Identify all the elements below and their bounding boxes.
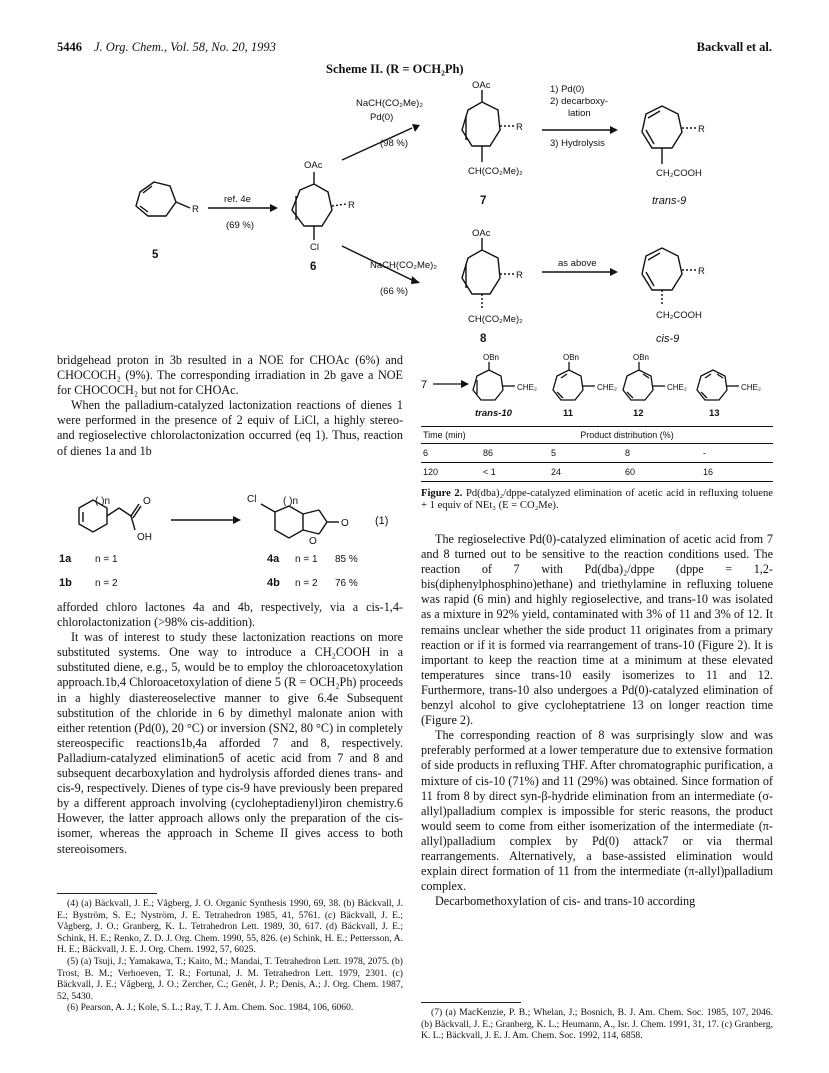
upper-reagent-2: Pd(0) — [370, 112, 394, 123]
oac-8: OAc — [472, 228, 491, 239]
structure-13 — [697, 370, 739, 400]
obn-12: OBn — [633, 353, 650, 362]
figure-2-caption-label: Figure 2. — [421, 488, 463, 499]
eq-oh: OH — [137, 532, 152, 543]
paragraph-chloro-lactones: afforded chloro lactones 4a and 4b, respectively, via a cis-1,4-chlorolactonization (>98% cis-addition). — [57, 600, 403, 630]
label-12: 12 — [633, 408, 644, 419]
eq-n-left: ( )n — [95, 496, 110, 507]
paragraph-reaction-of-8: The corresponding reaction of 8 was surprisingly slow and was preferably performed at a lower temperature due to extensive formation of side products in refluxing THF. After chromatographic purification, a mixture of cis-10 (71%) and 11 (29%) was obtained. Since formation of 11 from 8 by direct syn-β-hydride elimination from an intermediate (σ-allyl)palladium complex is impossible for steric reasons, the product would seem to come from either isomerization of the intermediate (π-allyl)palladium complex by Pd(0) attack7 or via thermal rearrangements. Alternatively, a base-assisted elimination would explain direct formation of 11 from the intermediate (π-allyl)palladium complex. — [421, 728, 773, 894]
r-label-7: R — [516, 122, 523, 133]
ref-yield: (69 %) — [226, 220, 254, 231]
cl-6: Cl — [310, 242, 319, 253]
eq-row1-n: n = 1 — [95, 554, 118, 565]
fig2-arrow-label: 7 — [421, 379, 428, 391]
eq-1a: 1a — [59, 553, 72, 565]
eq-number: (1) — [375, 515, 389, 527]
paragraph-regioselective-elimination: The regioselective Pd(0)-catalyzed elimination of acetic acid from 7 and 8 turned out to be sensitive to the reaction conditions used. The reaction of 7 with Pd(dba)₂/dppe (dppe = 1,2-bis(diphenylphosphino)ethane) and triethylamine in refluxing toluene was rapid (6 min) and highly regioselective, and trans-10 was isolated as a mixture in 92% yield, contaminated with 3% of 11 and 3% of 12. It remains unclear whether the side product 11 originates from a primary reaction or if it is formed via rearrangement of trans-10 (Figure 2). It is important to keep the reaction time at a minimum at these elevated temperatures since trans-10 easily isomerizes to 11 and 12. Furthermore, trans-10 also undergoes a Pd(0)-catalyzed elimination of benzyl alcohol to give cycloheptatriene 13 on longer reaction time (Figure 2). — [421, 532, 773, 728]
step-3: 3) Hydrolysis — [550, 138, 605, 149]
lower-yield: (66 %) — [380, 286, 408, 297]
left-column-top — [57, 353, 403, 459]
scheme-title: Scheme II. (R = OCH₂Ph) — [326, 62, 464, 76]
running-authors: Backvall et al. — [696, 40, 772, 54]
label-7: 7 — [480, 195, 487, 207]
as-above-label: as above — [558, 258, 597, 269]
ch2cooh-cis9: CH₂COOH — [656, 310, 702, 321]
left-column-bottom — [57, 600, 403, 857]
che2-trans10: CHE₂ — [517, 383, 537, 392]
che2-13: CHE₂ — [741, 383, 761, 392]
footnote-7: (7) (a) MacKenzie, P. B.; Whelan, J.; Bosnich, B. J. Am. Chem. Soc. 1985, 107, 2046. (b) Bäckvall, J. E.; Granberg, K. L.; Heumann, A., Isr. J. Chem. 1991, 31, 17. (c) Granberg, K. L.; Bäckvall, J. E. J. Am. Chem. Soc. 1992, 114, 6858. — [421, 1007, 773, 1042]
eq-row2-yield: 76 % — [335, 578, 358, 589]
ref-label: ref. 4e — [224, 194, 251, 205]
compound-trans9-ring — [642, 106, 696, 164]
che2-12: CHE₂ — [667, 383, 687, 392]
figure-2-caption — [421, 488, 773, 513]
footnote-rule-right — [421, 1002, 521, 1003]
compound-6-ring — [292, 172, 346, 240]
left-footnotes — [57, 898, 403, 1014]
right-footnotes — [421, 1007, 773, 1042]
compound-7-ring — [462, 90, 514, 162]
paragraph-chlorolactonization: When the palladium-catalyzed lactonization reactions of dienes 1 were performed in the presence of 2 equiv of LiCl, a highly stereo- and regioselective chlorolactonization occurred (eq 1). Thus, reaction of dienes 1a and 1b — [57, 398, 403, 458]
upper-reagent-1: NaCH(CO₂Me)₂ — [356, 98, 424, 109]
oac-7: OAc — [472, 80, 491, 91]
eq-n-right: ( )n — [283, 496, 298, 507]
step-2b: lation — [568, 108, 591, 119]
eq-o-lactone: O — [341, 518, 349, 529]
label-5: 5 — [152, 249, 159, 261]
eq-4a: 4a — [267, 553, 280, 565]
eq-row2-n: n = 2 — [95, 578, 118, 589]
figure-2-caption-text: Pd(dba)₂/dppe-catalyzed elimination of acetic acid in refluxing toluene + 1 equiv of NEt₃ (E = CO₂Me). — [421, 488, 773, 512]
structure-12 — [623, 362, 665, 400]
table-row: 120 < 1 24 60 16 — [421, 463, 773, 482]
step-2: 2) decarboxy- — [550, 96, 609, 107]
label-13: 13 — [709, 408, 720, 419]
obn-11: OBn — [563, 353, 580, 362]
structure-11 — [553, 362, 595, 400]
footnote-4: (4) (a) Bäckvall, J. E.; Vågberg, J. O. Organic Synthesis 1990, 69, 38. (b) Bäckvall, J. E.; Byström, S. E.; Nyström, J. E. Tetrahedron 1985, 41, 5761. (c) Bäckvall, J. E.; Vågberg, J. O.; Granberg, K. L. Tetrahedron Lett. 1989, 30, 617. (d) Bäckvall, J. E.; Schink, H. E.; Renko, Z. D. J. Org. Chem. 1990, 55, 826. (e) Schink, H. E.; Pettersson, A. H. E.; Bäckvall, J. E. J. Org. Chem. 1992, 57, 6025. — [57, 898, 403, 956]
scheme-ii-diagram — [90, 80, 770, 350]
structure-trans10 — [473, 362, 515, 400]
ch2cooh-trans9: CH₂COOH — [656, 168, 702, 179]
label-6: 6 — [310, 261, 317, 273]
paragraph-substituted-systems: It was of interest to study these lactonization reactions on more substituted systems. One way to introduce a CH₂COOH in a substituted diene, e.g., 5, would be to employ the chloroacetoxylation approach.1b,4 Chloroacetoxylation of diene 5 (R = OCH₂Ph) proceeds in a highly diastereoselective manner to give 6.4e Subsequent substitution of the chloride in 6 by dimethyl malonate anion with either retention (Pd(0), 20 °C) or inversion (SN2, 80 °C) in completely stereospecific reactions1b,4a afforded 7 and 8, respectively. Palladium-catalyzed elimination5 of acetic acid from 7 and 8 and subsequent decarboxylation and hydrolysis afforded dienes trans- and cis-9, respectively. Dienes of type cis-9 have previously been prepared by a different approach involving (cycloheptadienyl)iron chemistry.6 However, the latter approach allows only the preparation of the cis-isomer, whereas the approach in Scheme II gives access to both stereoisomers. — [57, 630, 403, 856]
paragraph-decarbomethoxylation: Decarbomethoxylation of cis- and trans-10 according — [435, 894, 696, 909]
table-header-time: Time (min) — [423, 430, 466, 440]
journal-citation: J. Org. Chem., Vol. 58, No. 20, 1993 — [94, 40, 276, 54]
footnote-6: (6) Pearson, A. J.; Kole, S. L.; Ray, T. J. Am. Chem. Soc. 1984, 106, 6060. — [67, 1002, 354, 1014]
compound-5-ring — [136, 182, 190, 216]
compound-cis9-ring — [642, 248, 696, 306]
r-label-cis9: R — [698, 266, 705, 277]
r-label-trans9: R — [698, 124, 705, 135]
eq-row1-rn: n = 1 — [295, 554, 318, 565]
eq-cl: Cl — [247, 494, 257, 505]
r-label-5: R — [192, 204, 199, 215]
malonate-8: CH(CO₂Me)₂ — [468, 314, 523, 325]
footnote-rule-left — [57, 893, 157, 894]
oac-6: OAc — [304, 160, 323, 171]
r-label-8: R — [516, 270, 523, 281]
right-column — [421, 532, 773, 909]
label-trans10: trans-10 — [475, 408, 512, 419]
eq-4b: 4b — [267, 577, 280, 589]
eq-row2-rn: n = 2 — [295, 578, 318, 589]
obn-trans10: OBn — [483, 353, 500, 362]
label-trans9: trans-9 — [652, 195, 687, 207]
equation-1 — [57, 490, 403, 590]
figure-2-structures — [421, 352, 773, 420]
upper-yield: (98 %) — [380, 138, 408, 149]
eq-o-ring: O — [309, 536, 317, 547]
compound-8-ring — [462, 238, 514, 310]
eq-row1-yield: 85 % — [335, 554, 358, 565]
product-distribution-table — [421, 426, 773, 482]
step-1: 1) Pd(0) — [550, 84, 585, 95]
label-11: 11 — [563, 408, 574, 419]
table-row: 6 86 5 8 - — [423, 448, 706, 458]
table-header-products: Product distribution (%) — [580, 430, 674, 440]
r-label-6: R — [348, 200, 355, 211]
che2-11: CHE₂ — [597, 383, 617, 392]
eq-o-carbonyl: O — [143, 496, 151, 507]
paragraph-noe: bridgehead proton in 3b resulted in a NOE for CHOAc (6%) and CHOCOCH₂ (9%). The corresponding irradiation in 2b gave a NOE for CHOCOCH₂ but not for CHOAc. — [57, 353, 403, 398]
label-cis9: cis-9 — [656, 333, 680, 345]
label-8: 8 — [480, 333, 487, 345]
lower-reagent: NaCH(CO₂Me)₂ — [370, 260, 438, 271]
footnote-5: (5) (a) Tsuji, J.; Yamakawa, T.; Kaito, M.; Mandai, T. Tetrahedron Lett. 1978, 2075. (b) Trost, B. M.; Verhoeven, T. R.; Fortunal, J. M. Tetrahedron Lett. 1979, 2301. (c) Bäckvall, J. E.; Vågberg, J. O.; Zercher, C.; Genêt, J. P.; Denis, A.; J. Org. Chem. 1987, 52, 5430. — [57, 955, 403, 1002]
eq-1b: 1b — [59, 577, 72, 589]
page-number: 5446 — [57, 40, 82, 54]
malonate-7: CH(CO₂Me)₂ — [468, 166, 523, 177]
